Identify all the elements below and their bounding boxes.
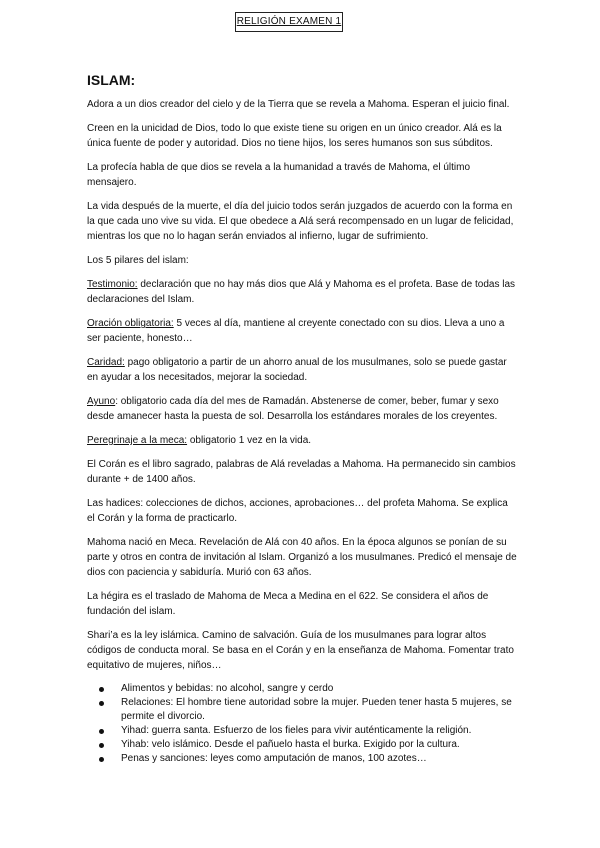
pillar-oracion (87, 316, 517, 346)
pillar-term: Oración obligatoria: (87, 318, 174, 329)
paragraph: La hégira es el traslado de Mahoma de Meca a Medina en el 622. Se considera el años de fundación del islam. (87, 591, 489, 617)
document-title: RELIGIÓN EXAMEN 1 (235, 12, 343, 32)
pillar-term: Peregrinaje a la meca: (87, 435, 188, 446)
document-body (87, 72, 517, 766)
bullet-icon (99, 757, 104, 762)
pillar-text: obligatorio 1 vez en la vida. (187, 435, 312, 446)
paragraph: La profecía habla de que dios se revela a la humanidad a través de Mahoma, el último mensajero. (87, 162, 471, 188)
list-item: Yihab: velo islámico. Desde el pañuelo hasta el burka. Exigido por la cultura. (87, 738, 517, 752)
pillar-text: pago obligatorio a partir de un ahorro anual de los musulmanes, solo se puede gastar en ayudar a los necesitados, mejorar la sociedad. (87, 357, 507, 383)
paragraph: La vida después de la muerte, el día del juicio todos serán juzgados de acuerdo con la forma en la que cada uno vive su vida. El que obedece a Alá será recompensado en un lugar de felicidad, mientras los que no lo hagan serán enviados al infierno, lugar de sufrimiento. (87, 201, 514, 242)
paragraph: Shari’a es la ley islámica. Camino de salvación. Guía de los musulmanes para lograr altos códigos de conducta moral. Se basa en el Corán y en la enseñanza de Mahoma. Fomentar trato equitativo de mujeres, niños… (87, 630, 514, 671)
paragraph: Adora a un dios creador del cielo y de la Tierra que se revela a Mahoma. Esperan el juicio final. (87, 99, 510, 110)
section-heading: ISLAM: (87, 72, 136, 88)
paragraph: Los 5 pilares del islam: (87, 255, 189, 266)
paragraph: Las hadices: colecciones de dichos, acciones, aprobaciones… del profeta Mahoma. Se explica el Corán y la forma de practicarlo. (87, 498, 508, 524)
paragraph: El Corán es el libro sagrado, palabras de Alá reveladas a Mahoma. Ha permanecido sin cambios durante + de 1400 años. (87, 459, 516, 485)
bullet-icon (99, 687, 104, 692)
pillar-caridad (87, 355, 517, 385)
pillar-text: : obligatorio cada día del mes de Ramadán. Abstenerse de comer, beber, fumar y sexo desde amanecer hasta la puesta de sol. Desarrolla los estándares morales de los creyentes. (87, 396, 499, 422)
pillar-peregrinaje (87, 433, 517, 448)
paragraph: Mahoma nació en Meca. Revelación de Alá con 40 años. En la época algunos se ponían de su parte y otros en contra de invitación al Islam. Organizó a los musulmanes. Predicó el mensaje de dios con paciencia y sabiduría. Murió con 63 años. (87, 537, 517, 578)
bullet-icon (99, 729, 104, 734)
bullet-list (87, 682, 517, 766)
pillar-ayuno (87, 394, 517, 424)
bullet-icon (99, 743, 104, 748)
list-item: Penas y sanciones: leyes como amputación de manos, 100 azotes… (87, 752, 517, 766)
list-item: Relaciones: El hombre tiene autoridad sobre la mujer. Pueden tener hasta 5 mujeres, se permite el divorcio. (87, 696, 517, 724)
paragraph: Creen en la unicidad de Dios, todo lo que existe tiene su origen en un único creador. Alá es la única fuente de poder y autoridad. Dios no tiene hijos, los seres humanos son sus súbditos. (87, 123, 502, 149)
pillar-term: Testimonio: (87, 279, 138, 290)
pillar-term: Caridad: (87, 357, 125, 368)
list-item: Alimentos y bebidas: no alcohol, sangre y cerdo (87, 682, 517, 696)
pillar-text: declaración que no hay más dios que Alá y Mahoma es el profeta. Base de todas las declaraciones del Islam. (87, 279, 516, 305)
pillar-term: Ayuno (87, 396, 116, 407)
list-item: Yihad: guerra santa. Esfuerzo de los fieles para vivir auténticamente la religión. (87, 724, 517, 738)
pillar-testimonio (87, 277, 517, 307)
pillar-text: 5 veces al día, mantiene al creyente conectado con su dios. Lleva a uno a ser paciente, honesto… (87, 318, 505, 344)
bullet-icon (99, 701, 104, 706)
